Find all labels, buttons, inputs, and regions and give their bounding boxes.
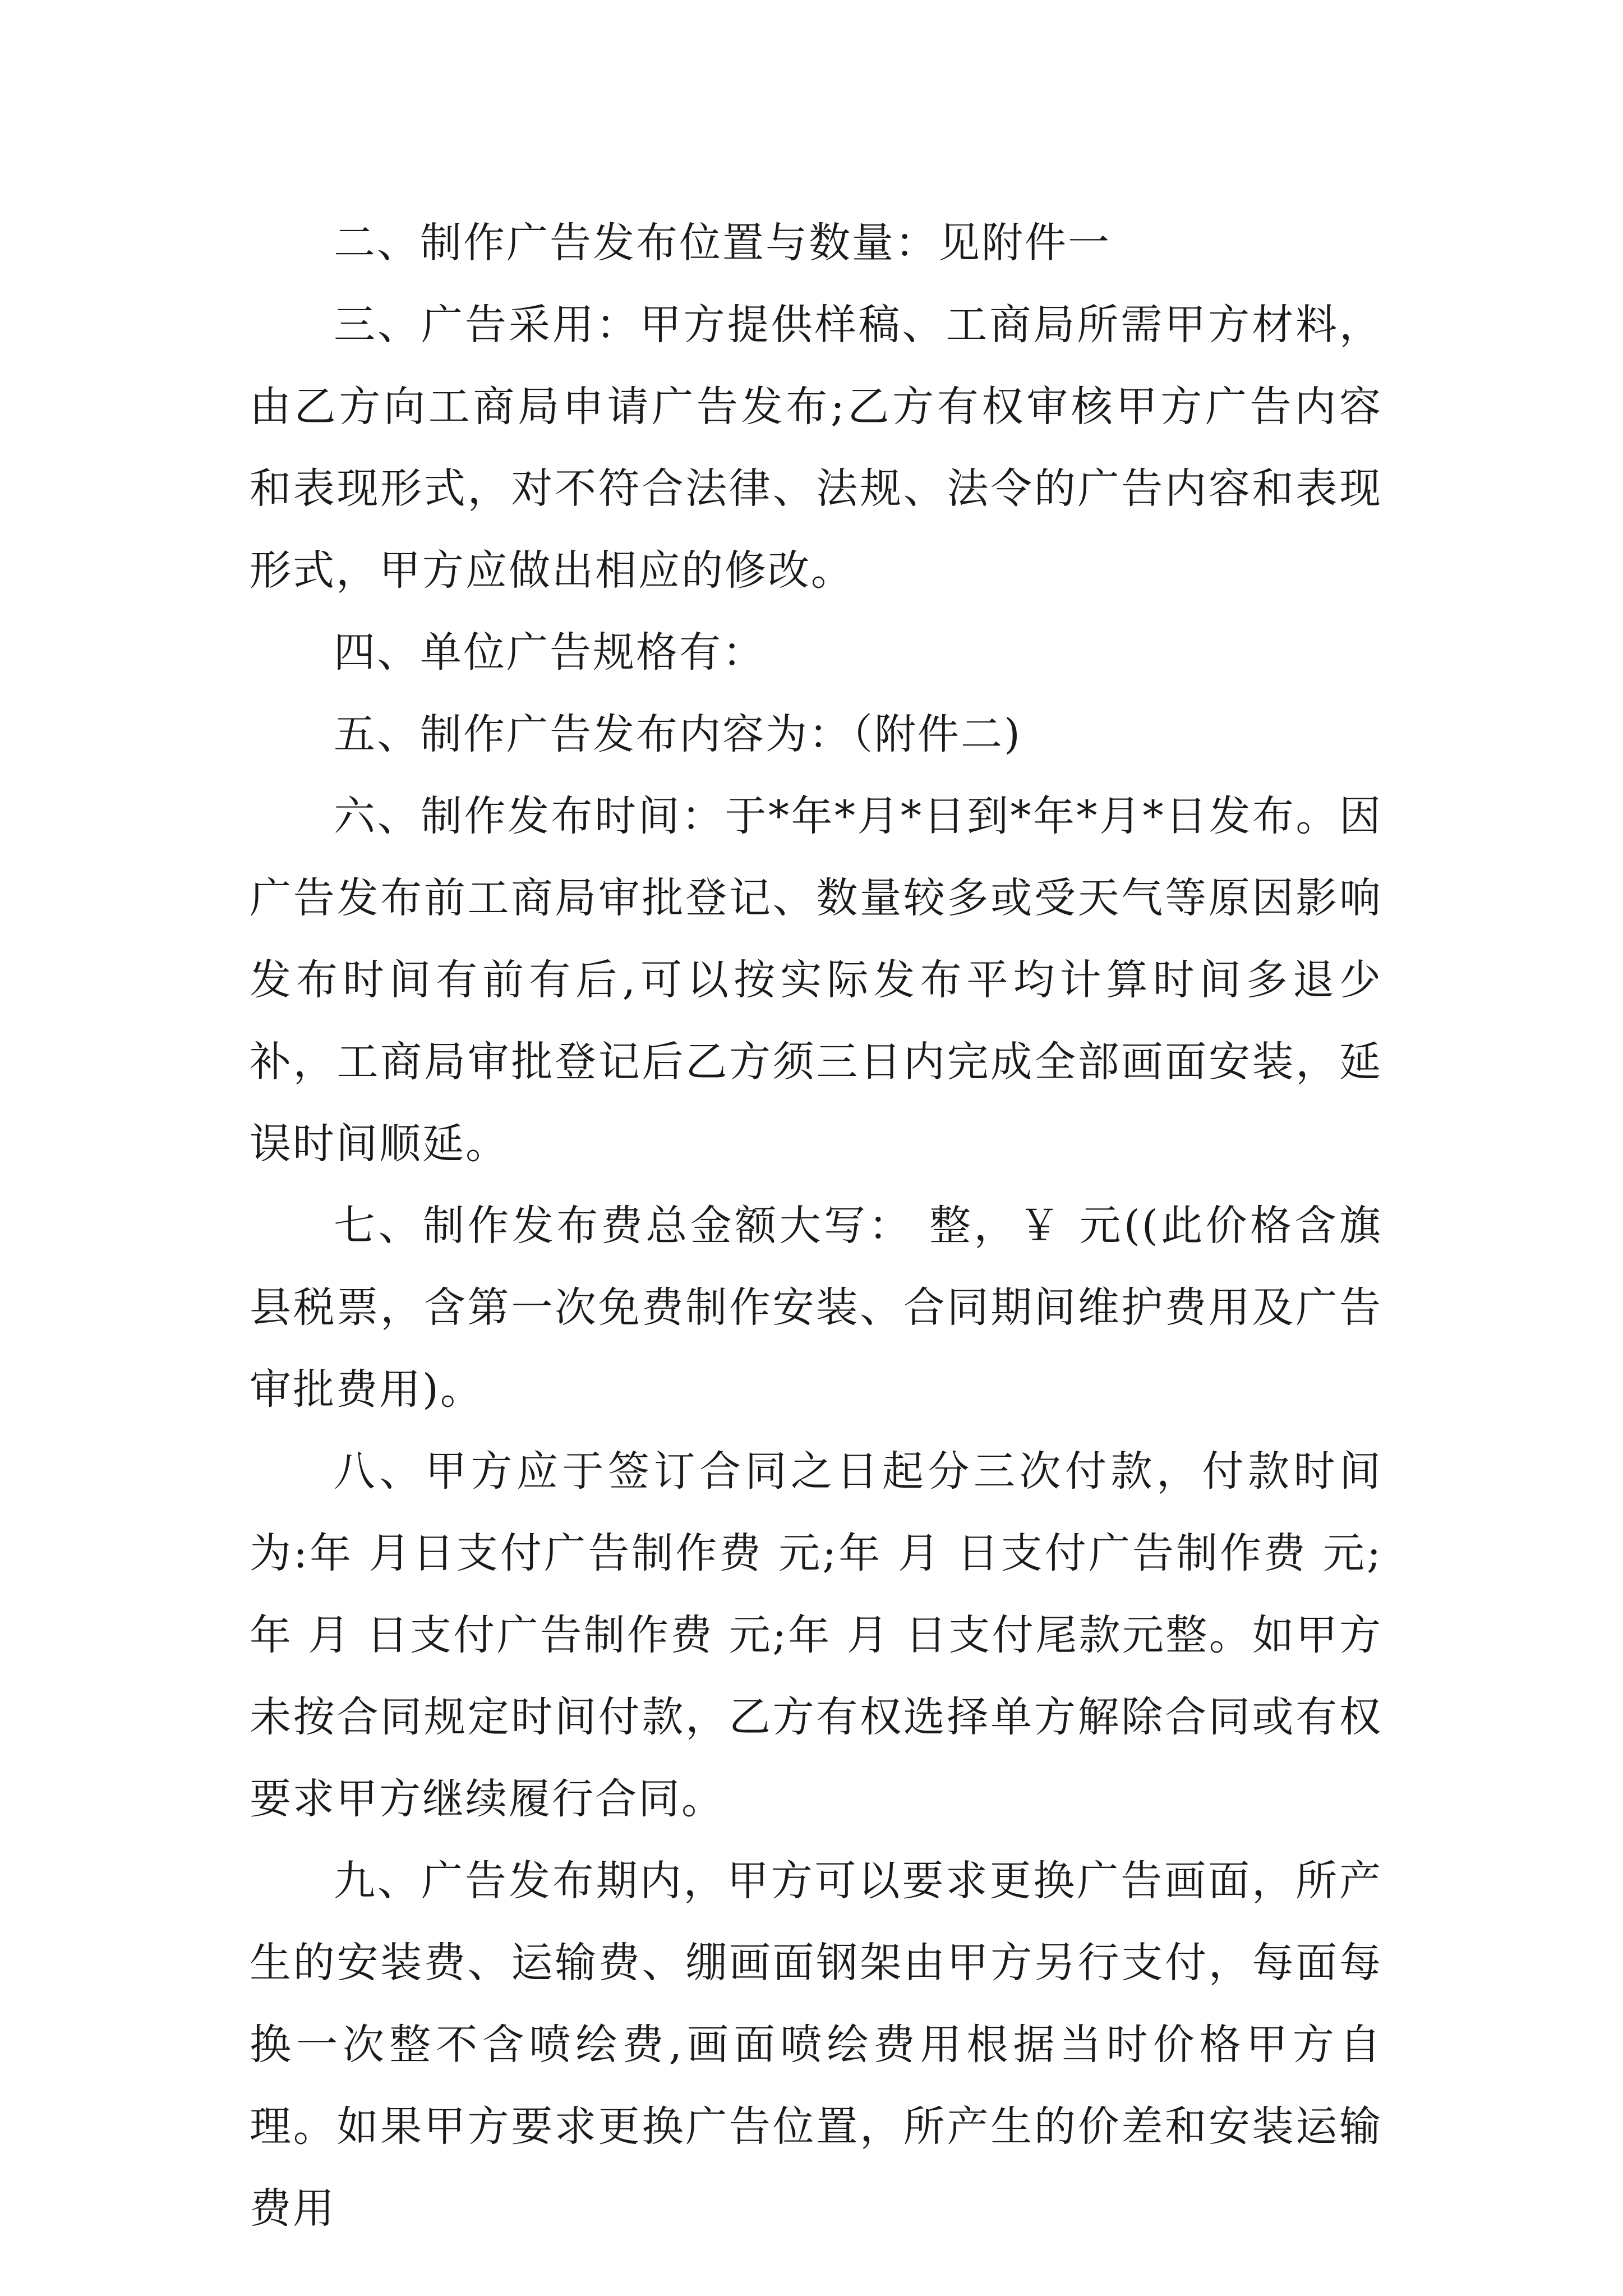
clause-9-paragraph: 九、广告发布期内，甲方可以要求更换广告画面，所产生的安装费、运输费、绷画面钢架由甲方另行支付，每面每换一次整不含喷绘费,画面喷绘费用根据当时价格甲方自理。如果甲方要求更换广告位置，所产生的价差和安装运输费用 (250, 1857, 1382, 2233)
clause-7-paragraph: 七、制作发布费总金额大写： 整，￥ 元((此价格含旗县税票，含第一次免费制作安装、合同期间维护费用及广告审批费用)。 (250, 1202, 1382, 1414)
document-body (250, 202, 1382, 2249)
clause-2-paragraph: 二、制作广告发布位置与数量：见附件一 (334, 219, 1111, 267)
clause-3-paragraph: 三、广告采用：甲方提供样稿、工商局所需甲方材料，由乙方向工商局申请广告发布;乙方有权审核甲方广告内容和表现形式，对不符合法律、法规、法令的广告内容和表现形式，甲方应做出相应的修改。 (250, 301, 1382, 595)
clause-5-paragraph: 五、制作广告发布内容为：（附件二) (334, 710, 1022, 758)
clause-8-paragraph: 八、甲方应于签订合同之日起分三次付款，付款时间为:年 月日支付广告制作费 元;年 月 日支付广告制作费 元;年 月 日支付广告制作费 元;年 月 日支付尾款元整。如甲方未按合同规定时间付款，乙方有权选择单方解除合同或有权要求甲方继续履行合同。 (250, 1447, 1382, 1823)
clause-4-paragraph: 四、单位广告规格有： (334, 628, 766, 677)
clause-6-paragraph: 六、制作发布时间：于*年*月*日到*年*月*日发布。因广告发布前工商局审批登记、数量较多或受天气等原因影响发布时间有前有后,可以按实际发布平均计算时间多退少补，工商局审批登记后乙方须三日内完成全部画面安装，延误时间顺延。 (250, 792, 1382, 1168)
